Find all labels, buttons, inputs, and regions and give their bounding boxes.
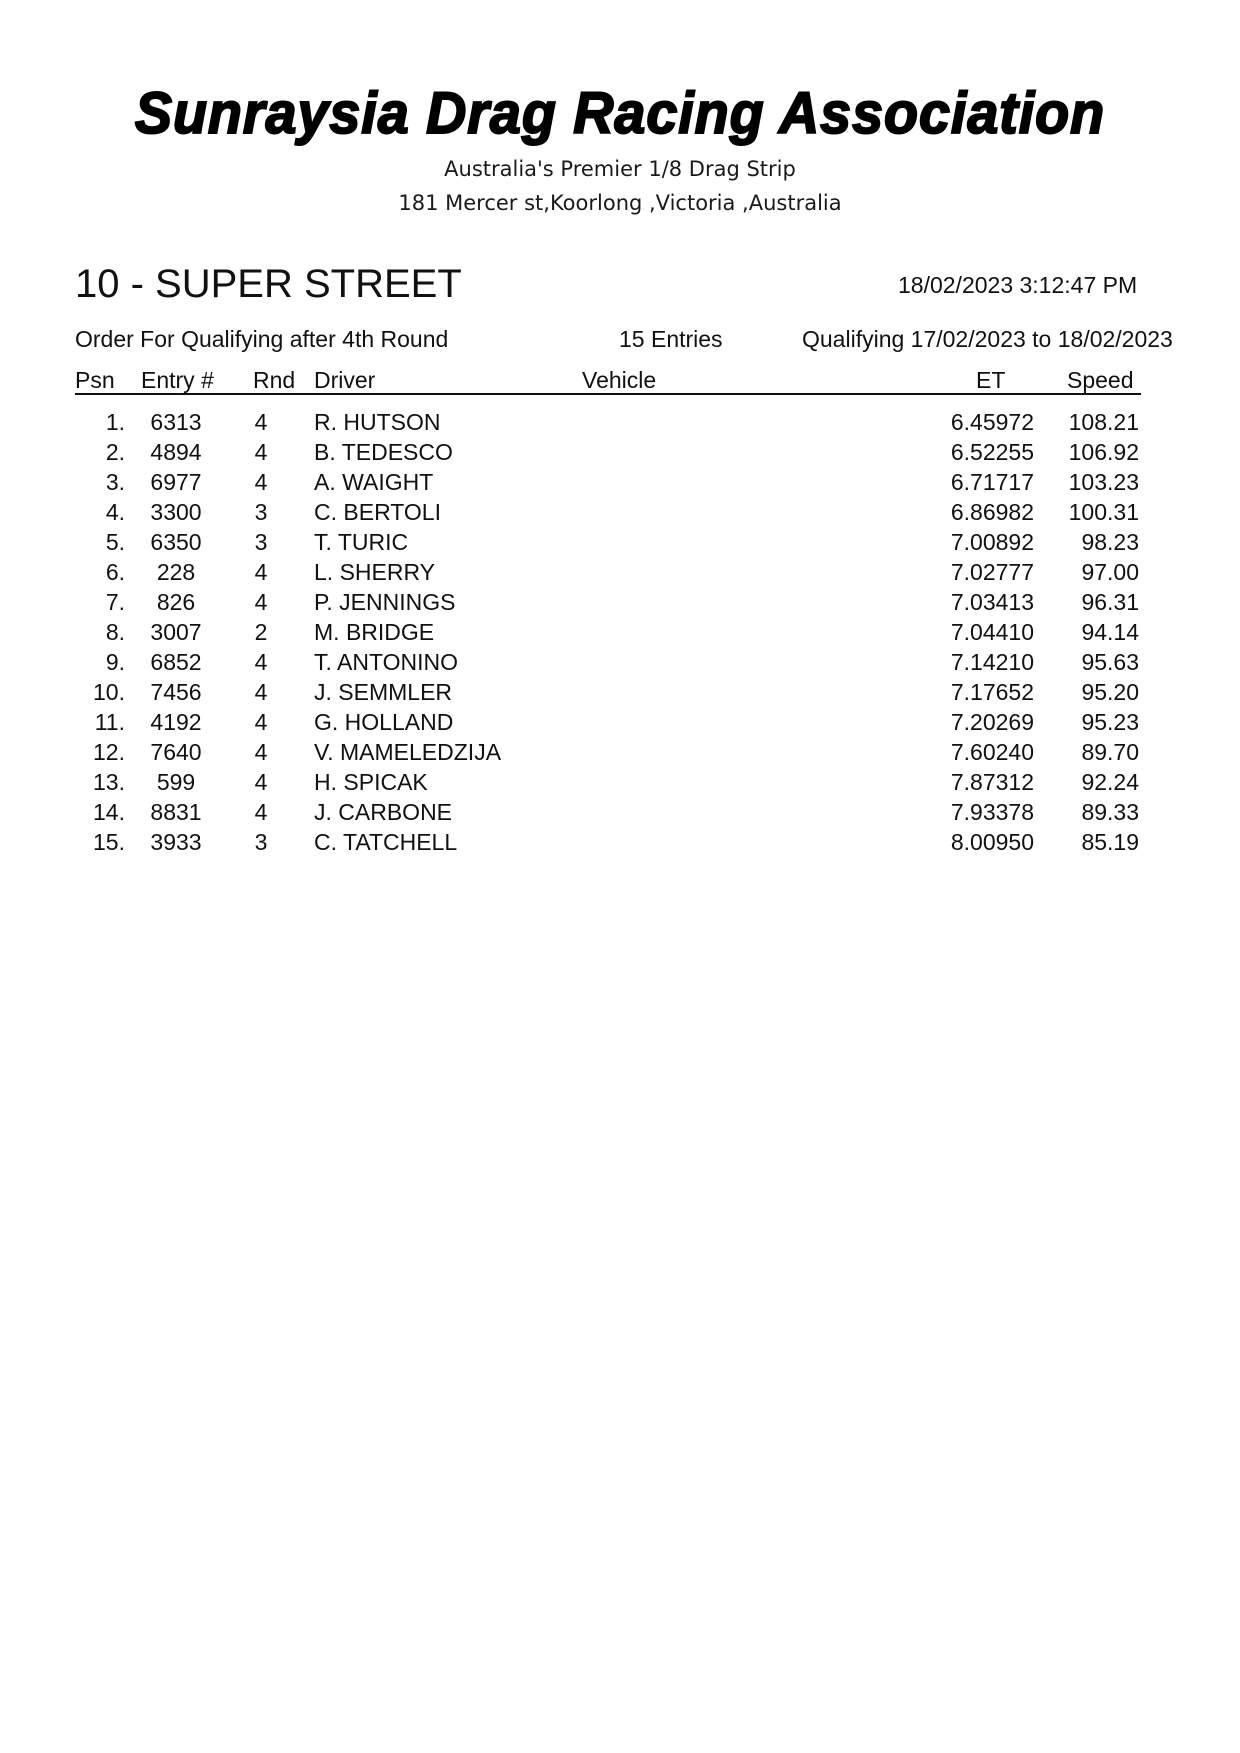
speed-cell: 89.33 [1081,799,1139,825]
driver-name-cell: M. BRIDGE [314,619,435,645]
position-cell: 2. [105,439,125,465]
speed-cell: 100.31 [1068,499,1139,525]
speed-cell: 92.24 [1081,769,1139,795]
round-cell: 4 [254,799,268,825]
entry-number-cell: 6313 [150,409,202,435]
round-cell: 4 [254,679,268,705]
round-cell: 3 [254,829,268,855]
position-cell: 11. [94,709,125,735]
header-driver: Driver [314,367,376,393]
elapsed-time-cell: 7.14210 [950,649,1034,675]
position-cell: 9. [105,649,125,675]
driver-name-cell: P. JENNINGS [314,589,456,615]
speed-cell: 106.92 [1068,439,1139,465]
table-row [0,499,1240,529]
entry-number-cell: 3007 [150,619,202,645]
entry-number-cell: 8831 [150,799,202,825]
driver-name-cell: L. SHERRY [314,559,436,585]
header-speed: Speed [1067,367,1134,393]
report-subtitle: Order For Qualifying after 4th Round [75,326,449,352]
elapsed-time-cell: 7.03413 [950,589,1034,615]
round-cell: 4 [254,649,268,675]
table-row [0,619,1240,649]
print-timestamp: 18/02/2023 3:12:47 PM [898,272,1138,298]
driver-name-cell: V. MAMELEDZIJA [314,739,502,765]
entry-number-cell: 228 [156,559,196,585]
elapsed-time-cell: 7.20269 [950,709,1034,735]
table-row [0,679,1240,709]
entry-number-cell: 3300 [150,499,202,525]
entry-number-cell: 599 [156,769,196,795]
driver-name-cell: C. TATCHELL [314,829,458,855]
elapsed-time-cell: 6.86982 [950,499,1034,525]
organization-tagline: Australia's Premier 1/8 Drag Strip [444,157,796,181]
table-row [0,829,1240,859]
round-cell: 4 [254,739,268,765]
table-row [0,439,1240,469]
speed-cell: 103.23 [1068,469,1139,495]
driver-name-cell: H. SPICAK [314,769,428,795]
position-cell: 6. [105,559,125,585]
header-underline [75,393,1141,395]
organization-name: Sunraysia Drag Racing Association [134,81,1106,146]
table-row [0,739,1240,769]
position-cell: 4. [105,499,125,525]
entry-number-cell: 7456 [150,679,202,705]
table-row [0,409,1240,439]
header-et: ET [976,367,1006,393]
driver-name-cell: J. SEMMLER [314,679,453,705]
qualifying-range: Qualifying 17/02/2023 to 18/02/2023 [802,326,1173,352]
entry-number-cell: 3933 [150,829,202,855]
round-cell: 3 [254,529,268,555]
table-row [0,799,1240,829]
driver-name-cell: R. HUTSON [314,409,441,435]
round-cell: 4 [254,559,268,585]
elapsed-time-cell: 7.02777 [950,559,1034,585]
entry-number-cell: 4894 [150,439,202,465]
elapsed-time-cell: 6.71717 [950,469,1034,495]
driver-name-cell: A. WAIGHT [314,469,434,495]
speed-cell: 95.63 [1081,649,1139,675]
elapsed-time-cell: 7.00892 [950,529,1034,555]
position-cell: 12. [93,739,125,765]
round-cell: 4 [254,589,268,615]
round-cell: 4 [254,709,268,735]
header-rnd: Rnd [253,367,296,393]
round-cell: 3 [254,499,268,525]
driver-name-cell: C. BERTOLI [314,499,441,525]
elapsed-time-cell: 6.45972 [950,409,1034,435]
speed-cell: 95.23 [1081,709,1139,735]
driver-name-cell: T. ANTONINO [314,649,458,675]
entry-number-cell: 6977 [150,469,202,495]
position-cell: 10. [93,679,125,705]
position-cell: 7. [105,589,125,615]
header-psn: Psn [75,367,115,393]
speed-cell: 89.70 [1081,739,1139,765]
driver-name-cell: B. TEDESCO [314,439,453,465]
header-entry: Entry # [141,367,214,393]
speed-cell: 98.23 [1081,529,1139,555]
position-cell: 3. [105,469,125,495]
entry-number-cell: 826 [156,589,196,615]
table-row [0,589,1240,619]
elapsed-time-cell: 7.17652 [950,679,1034,705]
round-cell: 4 [254,409,268,435]
elapsed-time-cell: 6.52255 [950,439,1034,465]
round-cell: 4 [254,439,268,465]
elapsed-time-cell: 7.60240 [950,739,1034,765]
position-cell: 1. [105,409,125,435]
position-cell: 5. [105,529,125,555]
table-row [0,469,1240,499]
entry-number-cell: 6350 [150,529,202,555]
speed-cell: 85.19 [1081,829,1139,855]
class-title: 10 - SUPER STREET [75,262,462,306]
table-row [0,649,1240,679]
speed-cell: 94.14 [1081,619,1139,645]
speed-cell: 95.20 [1081,679,1139,705]
driver-name-cell: T. TURIC [314,529,409,555]
round-cell: 2 [254,619,268,645]
organization-address: 181 Mercer st,Koorlong ,Victoria ,Australia [398,191,842,215]
round-cell: 4 [254,769,268,795]
elapsed-time-cell: 7.87312 [950,769,1034,795]
elapsed-time-cell: 8.00950 [950,829,1034,855]
speed-cell: 96.31 [1081,589,1139,615]
driver-name-cell: J. CARBONE [314,799,453,825]
position-cell: 14. [93,799,125,825]
speed-cell: 108.21 [1068,409,1139,435]
position-cell: 8. [105,619,125,645]
driver-name-cell: G. HOLLAND [314,709,454,735]
entry-number-cell: 6852 [150,649,202,675]
speed-cell: 97.00 [1081,559,1139,585]
elapsed-time-cell: 7.04410 [950,619,1034,645]
table-row [0,559,1240,589]
position-cell: 15. [93,829,125,855]
position-cell: 13. [93,769,125,795]
table-row [0,709,1240,739]
table-row [0,769,1240,799]
header-vehicle: Vehicle [582,367,657,393]
elapsed-time-cell: 7.93378 [950,799,1034,825]
round-cell: 4 [254,469,268,495]
entries-count: 15 Entries [619,326,723,352]
entry-number-cell: 4192 [150,709,202,735]
entry-number-cell: 7640 [150,739,202,765]
table-row [0,529,1240,559]
